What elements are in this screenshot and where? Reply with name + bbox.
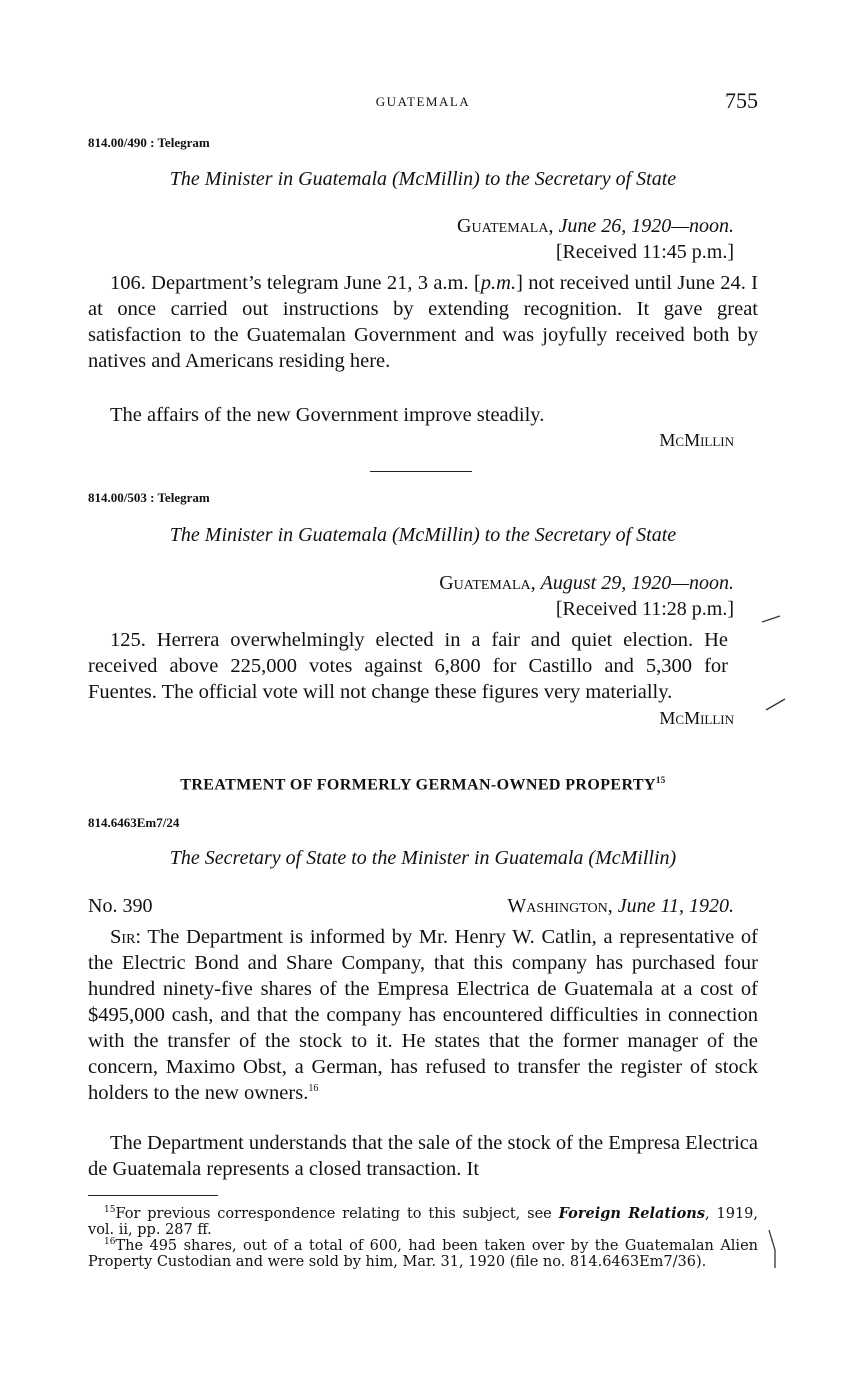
footnote-16 [88, 1239, 758, 1270]
running-head [88, 88, 758, 118]
document-page [88, 0, 758, 1380]
doc3-paragraph-1 [88, 924, 758, 1106]
section-title-text: TREATMENT OF FORMERLY GERMAN-OWNED PROPERTY [180, 776, 656, 794]
pencil-bracket-icon [766, 1228, 780, 1272]
doc1-dateline-place: Guatemala [457, 215, 549, 237]
doc1-received: [Received 11:45 p.m.] [555, 241, 734, 263]
doc1-para1-text-a: 106. Department’s telegram June 21, 3 a.m. [ [110, 272, 481, 294]
doc3-paragraph-2: The Department understands that the sale of the stock of the Empresa Electrica de Guatemala represents a closed transaction. It [88, 1132, 758, 1180]
doc3-salutation: Sir [110, 926, 136, 948]
doc2-dateline-place: Guatemala [439, 572, 531, 594]
pencil-mark-icon [760, 612, 784, 626]
doc3-number: No. 390 [88, 895, 153, 917]
footnote-15-text-b: , 1919, vol. ii, pp. 287 ff. [88, 1206, 758, 1238]
doc1-heading: The Minister in Guatemala (McMillin) to the Secretary of State [169, 168, 677, 190]
doc2-received: [Received 11:28 p.m.] [555, 598, 734, 620]
doc2-signature: McMillin [659, 708, 734, 728]
doc3-dateline-date: June 11, 1920. [617, 895, 734, 917]
footnote-16-text: The 495 shares, out of a total of 600, had been taken over by the Guatemalan Alien Property Custodian and were sold by him, Mar. 31, 1920 (file no. 814.6463Em7/36). [88, 1238, 758, 1270]
section-title [88, 775, 758, 794]
page-number: 755 [725, 88, 758, 113]
footnote-15-title: Foreign Relations [558, 1205, 705, 1222]
doc2-paragraph-1: 125. Herrera overwhelmingly elected in a fair and quiet election. He received above 225,000 votes against 6,800 for Castillo and 5,300 for Fuentes. The official vote will not change these figures very materially. [88, 629, 728, 703]
doc2-heading: The Minister in Guatemala (McMillin) to the Secretary of State [169, 524, 677, 546]
section-footnote-ref: 15 [655, 775, 666, 785]
pencil-mark-icon [764, 696, 788, 714]
doc1-signature: McMillin [659, 430, 734, 450]
doc1-dateline: Guatemala, June 26, 1920—noon. [457, 215, 734, 237]
doc2-dateline-date: August 29, 1920—noon. [540, 572, 734, 594]
doc3-dateline-place: Washington [507, 895, 608, 917]
doc3-heading: The Secretary of State to the Minister in Guatemala (McMillin) [169, 847, 677, 869]
footnote-16-number: 16 [104, 1237, 116, 1248]
doc3-para1-text: : The Department is informed by Mr. Henry W. Catlin, a representative of the Electric Bond and Share Company, that this company has purchased four hundred ninety-five shares of the Empresa Electrica de Guatemala at a cost of $495,000 cash, and that the company has encountered difficulties in connection with the transfer of the stock to it. He states that the former manager of the concern, Maximo Obst, a German, has refused to transfer the register of stock holders to the new owners. [88, 926, 758, 1104]
footnote-15-text-a: For previous correspondence relating to this subject, see [115, 1206, 559, 1222]
running-title: GUATEMALA [375, 94, 471, 109]
doc2-dateline: Guatemala, August 29, 1920—noon. [439, 572, 734, 594]
doc1-paragraph-2: The affairs of the new Government improve steadily. [110, 404, 545, 426]
footnote-rule [88, 1195, 218, 1196]
doc1-para1-pm: p.m. [480, 272, 517, 294]
doc3-dateline: Washington, June 11, 1920. [507, 895, 734, 917]
doc3-footnote-ref: 16 [308, 1083, 319, 1095]
footnote-15 [88, 1206, 758, 1238]
doc3-file-number: 814.6463Em7/24 [88, 815, 180, 830]
section-divider [370, 471, 472, 472]
doc1-dateline-date: June 26, 1920—noon. [558, 215, 734, 237]
footnote-15-number: 15 [104, 1205, 116, 1216]
doc1-file-number: 814.00/490 : Telegram [88, 135, 210, 150]
doc2-file-number: 814.00/503 : Telegram [88, 490, 210, 505]
doc1-para1-text-b: ] not received until June 24. I at once carried out instructions by extending recognition. It gave great satisfaction to the Guatemalan Government and was joyfully received both by natives and Americans residing here. [88, 272, 758, 372]
doc1-paragraph-1 [88, 270, 758, 374]
